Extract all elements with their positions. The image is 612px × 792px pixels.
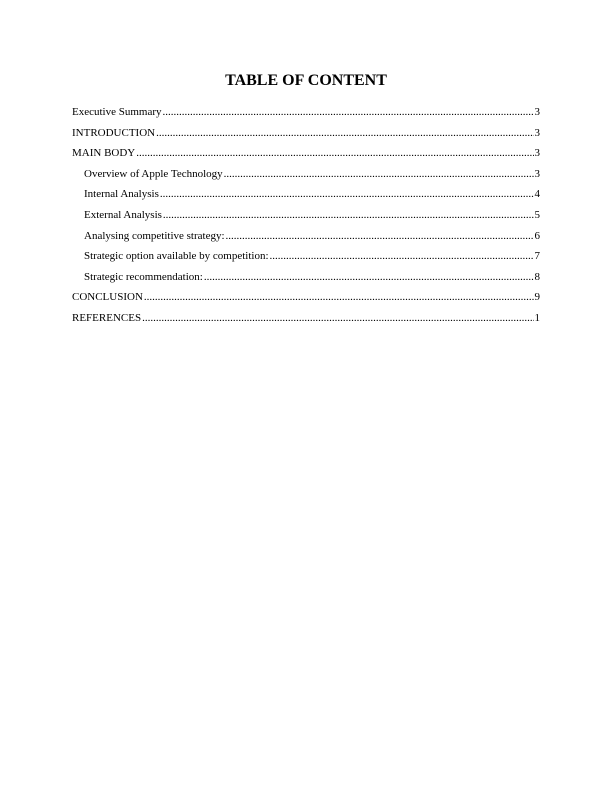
toc-entry-strategic-recommendation[interactable] [72,267,540,288]
toc-entry-label: REFERENCES [72,311,142,324]
toc-entry-label: Strategic recommendation: [84,270,203,283]
table-of-contents [72,102,540,329]
dot-leader [144,287,534,308]
toc-entry-executive-summary[interactable] [72,102,540,123]
dot-leader [160,184,534,205]
toc-entry-page-number: 3 [534,167,540,180]
toc-entry-page-number: 3 [534,126,540,139]
toc-entry-label: Internal Analysis [84,188,159,201]
toc-entry-label: INTRODUCTION [72,126,156,139]
toc-entry-conclusion[interactable] [72,287,540,308]
dot-leader [226,226,534,247]
toc-entry-page-number: 3 [534,147,540,160]
dot-leader [270,246,534,267]
toc-entry-internal-analysis[interactable] [72,184,540,205]
toc-entry-page-number: 7 [534,250,540,263]
toc-entry-external-analysis[interactable] [72,205,540,226]
toc-entry-label: CONCLUSION [72,291,143,304]
dot-leader [136,143,533,164]
toc-entry-page-number: 3 [534,106,540,118]
toc-title: TABLE OF CONTENT [225,72,387,89]
toc-entry-introduction[interactable] [72,123,540,144]
toc-entry-page-number: 4 [534,188,540,201]
toc-entry-overview-of-apple-technology[interactable] [72,164,540,185]
dot-leader [163,102,534,123]
toc-entry-page-number: 8 [534,270,540,283]
dot-leader [224,164,534,185]
toc-entry-page-number: 1 [534,311,540,324]
toc-entry-references[interactable] [72,308,540,329]
dot-leader [142,308,533,329]
toc-entry-analysing-competitive-strategy[interactable] [72,226,540,247]
toc-entry-page-number: 5 [534,208,540,221]
toc-entry-label: External Analysis [84,208,162,221]
toc-entry-label: Overview of Apple Technology [84,167,223,180]
toc-entry-page-number: 9 [534,291,540,304]
dot-leader [163,205,534,226]
toc-entry-label: Analysing competitive strategy: [84,229,225,242]
toc-entry-label: Executive Summary [72,106,162,118]
toc-entry-label: Strategic option available by competition: [84,250,269,263]
dot-leader [204,267,534,288]
toc-entry-label: MAIN BODY [72,147,136,160]
dot-leader [156,123,533,144]
toc-entry-main-body[interactable] [72,143,540,164]
toc-entry-strategic-option[interactable] [72,246,540,267]
toc-entry-page-number: 6 [534,229,540,242]
